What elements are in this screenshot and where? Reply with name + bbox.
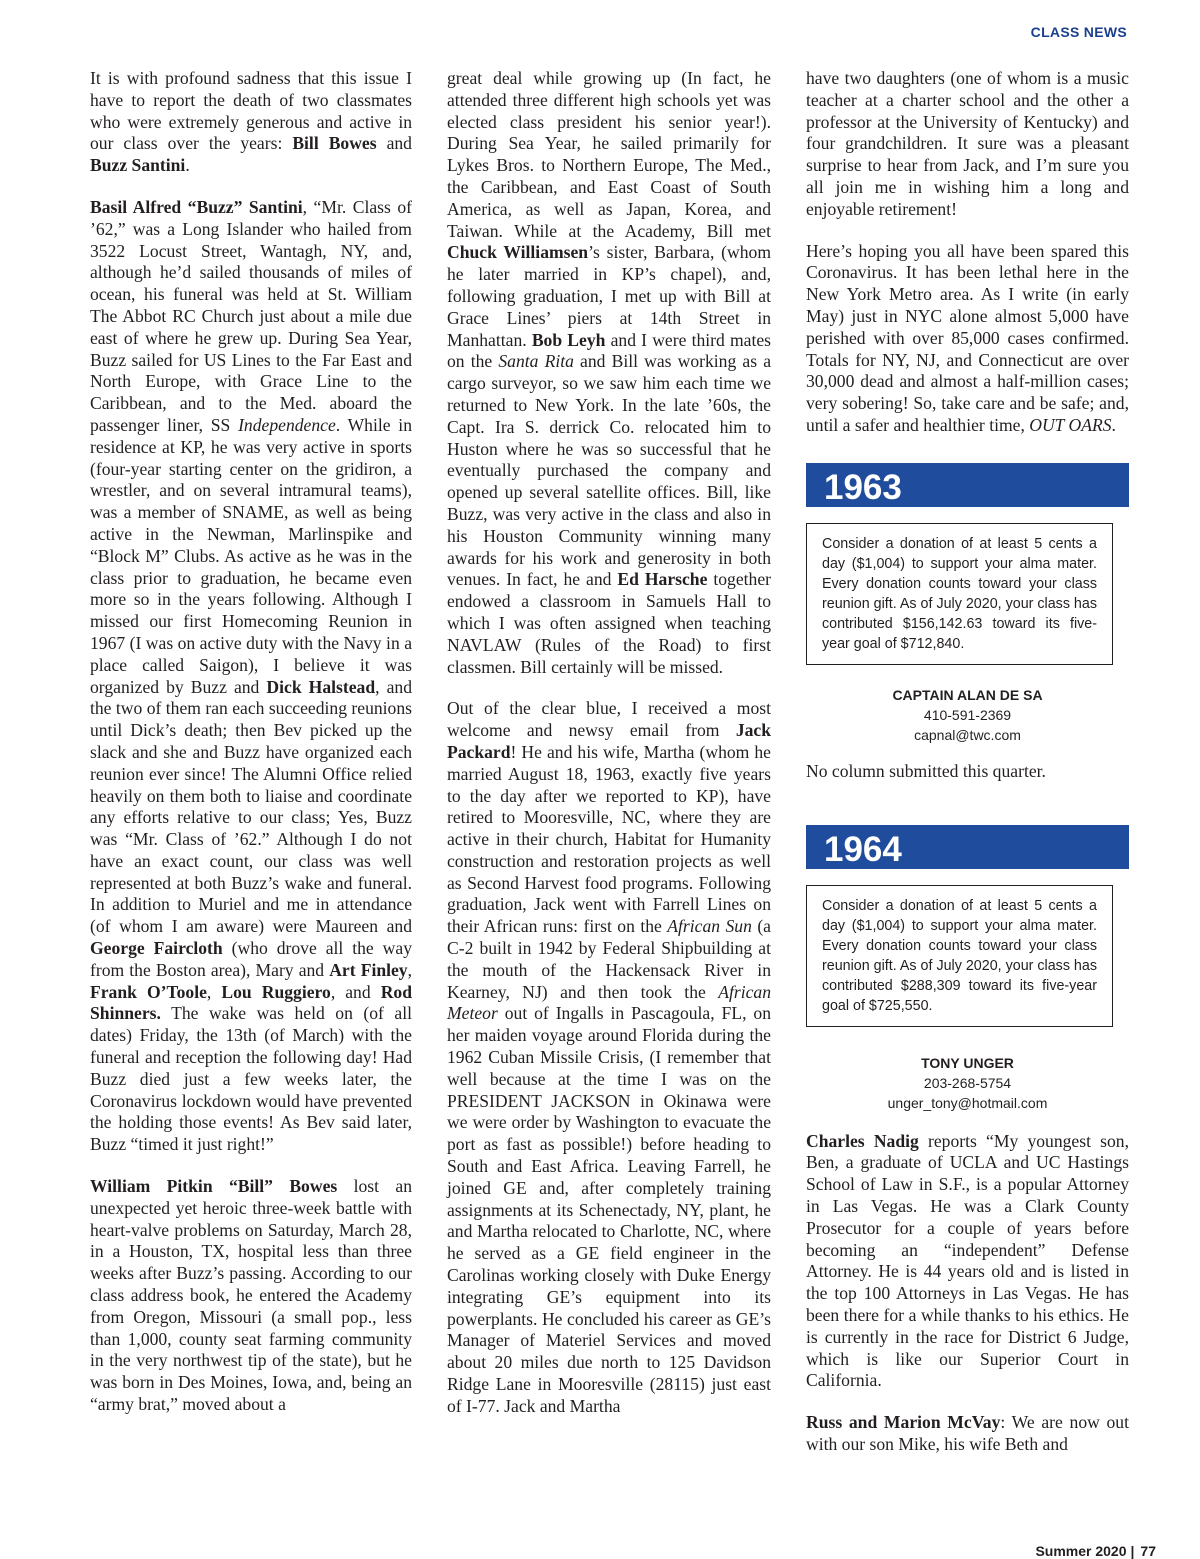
text: and [376, 133, 412, 154]
text: . [185, 155, 190, 176]
text: ! He and his wife, Martha (whom he married August 18, 1963, exactly five years to the day after we reported to KP), have retired to Mooresville, NC, where they are active in their church, Habitat for Humanity construction and restoration projects as well as Second Harvest food programs. Following graduation, Jack went with Farrell Lines on their African runs: first on the [447, 741, 771, 937]
text: ’s sister, Barbara, (whom he later married in KP’s chapel), and, following graduation, I met up with Bill at Grace Lines’ piers at 14th Street in Manhattan. [447, 242, 772, 350]
class-1963-heading: 1963 [806, 463, 1129, 507]
text: , “Mr. Class of ’62,” was a Long Islander who hailed from 3522 Locust Street, Wantagh, NY, and, although he’d sailed thousands of miles of ocean, his funeral was held at St. William The Abbot RC Church just about a mile due east of where he grew up. During Sea Year, Buzz sailed for US Lines to the Far East and North Europe, with Grace Line to the Caribbean, and to the Med. aboard the passenger liner, SS [90, 196, 412, 435]
contact-name: CAPTAIN ALAN DE SA [892, 686, 1043, 703]
text: : We are now out with our son Mike, his wife Beth and [806, 1412, 1129, 1454]
coronavirus-paragraph [806, 241, 1129, 437]
name-art-finley: Art Finley [329, 959, 408, 980]
column-1 [90, 68, 412, 1436]
name-jack-packard: Jack Packard [447, 720, 771, 762]
name-buzz-santini: Buzz Santini [90, 155, 186, 176]
contact-name: TONY UNGER [921, 1054, 1014, 1071]
text: great deal while growing up (In fact, he attended three different high schools yet was elected class president his senior year!). During Sea Year, he sailed primarily for Lykes Bros. to Northern Europe, The Med., the Caribbean, and East Coast of South America, as well as Japan, Korea, and Taiwan. While at the Academy, Bill met [447, 68, 771, 241]
text: Out of the clear blue, I received a most welcome and newsy email from [447, 698, 771, 741]
column-2 [447, 68, 771, 1438]
name-william-bowes: William Pitkin “Bill” Bowes [90, 1176, 338, 1197]
issue-label: Summer 2020 [1035, 1543, 1127, 1559]
donation-box-1964: Consider a donation of at least 5 cents a day ($1,004) to support your alma mater. Every donation counts toward your class reunion gift. As of July 2020, your class has contributed $288,309 toward its five-year goal of $725,550. [806, 885, 1113, 1027]
ship-name: African Meteor [447, 981, 771, 1024]
class-secretary-1963 [806, 685, 1129, 745]
mcvay-paragraph [806, 1412, 1129, 1456]
text: (who drove all the way from the Boston area), Mary and [90, 938, 412, 980]
donation-box-1963: Consider a donation of at least 5 cents a day ($1,004) to support your alma mater. Every donation counts toward your class reunion gift. As of July 2020, your class has contributed $156,142.63 toward its five-year goal of $712,840. [806, 523, 1113, 665]
name-chuck-williamsen: Chuck Williamsen [447, 242, 589, 263]
packard-continued-paragraph [806, 68, 1129, 221]
text: , [407, 959, 413, 980]
text: have two daughters (one of whom is a music teacher at a charter school and the other a professor at the University of Kentucky) and four grandchildren. It sure was a pleasant surprise to hear from Jack, and I’m sure you all join me in wishing him a long and enjoyable retirement! [806, 68, 1129, 219]
text: , and the two of them ran each succeeding reunions until Dick’s death; then Bev picked up the slack and she and Buzz have organized each reunion ever since! The Alumni Office relied heavily on them both to liaise and coordinate any efforts relative to our class; Yes, Buzz was “Mr. Class of ’62.” Although I do not have an exact count, our class was well represented at both Buzz’s wake and funeral. In addition to Muriel and me in attendance (of whom I am aware) were Maureen and [90, 676, 412, 937]
page-footer [1035, 1543, 1156, 1559]
text: out of Ingalls in Pascagoula, FL, on her maiden voyage around Florida during the 1962 Cuban Missile Crisis, (I remember that well because at the time I was on the PRESIDENT JACKSON in Okinawa were we were order by Washington to evacuate the port as fast as possible!) before heading to South and East Africa. Leaving Farrell, he joined GE and, after completely training assignments at its Schenectady, NY, plant, he and Martha relocated to Charlotte, NC, where he served as a GE field engineer in the Carolinas working closely with Duke Energy integrating GE’s equipment into its powerplants. He concluded his career as GE’s Manager of Materiel Services and moved about 20 miles due north to 125 Davidson Ridge Lane in Mooresville (28115) just east of I-77. Jack and Martha [447, 1003, 771, 1416]
text: together endowed a classroom in Samuels Hall to which I was often assigned when teaching NAVLAW (Rules of the Road) to first classmen. Bill certainly will be missed. [447, 569, 771, 677]
text: Here’s hoping you all have been spared this Coronavirus. It has been lethal here in the New York Metro area. As I write (in early May) just in NYC alone almost 5,000 have perished with over 85,000 cases confirmed. Totals for NY, NJ, and Connecticut are over 30,000 dead and almost a half-million cases; very sobering! So, take care and be safe; and, until a safer and healthier time, [806, 240, 1129, 435]
text: It is with profound sadness that this issue I have to report the death of two classmates who were extremely generous and active in our class over the years: [90, 68, 412, 154]
ship-name: Santa Rita [498, 351, 574, 372]
page-number: 77 [1140, 1543, 1156, 1559]
text: . [1111, 414, 1116, 435]
contact-phone: 203-268-5754 [923, 1074, 1012, 1091]
name-dick-halstead: Dick Halstead [266, 676, 376, 697]
footer-divider: | [1130, 1543, 1135, 1559]
text: The wake was held on (of all dates) Friday, the 13th (of March) with the funeral and reception the following day! Had Buzz died just a few weeks later, the Coronavirus lockdown would have prevented the holding those events! As Bev said later, Buzz “timed it just right!” [90, 1003, 412, 1155]
class-1964-heading: 1964 [806, 825, 1129, 869]
santini-paragraph [90, 197, 412, 1156]
no-column-note: No column submitted this quarter. [806, 760, 1046, 781]
name-bill-bowes: Bill Bowes [292, 133, 377, 154]
contact-email: unger_tony@hotmail.com [887, 1094, 1048, 1111]
name-russ-marion-mcvay: Russ and Marion McVay [806, 1412, 1001, 1433]
text: and Bill was working as a cargo surveyor, so we saw him each time we returned to New York. In the late ’60s, the Capt. Ira S. derrick Co. relocated him to Huston where he was so successful that he eventually purchased the company and opened up several satellite offices. Bill, like Buzz, was very active in the class and also in his Houston Community winning many awards for his work and generosity in both venues. In fact, he and [447, 351, 772, 590]
ship-name: Independence [238, 414, 336, 435]
name-lou-ruggiero: Lou Ruggiero [221, 981, 331, 1002]
bowes-continued-paragraph [447, 68, 771, 678]
ship-name: African Sun [667, 916, 752, 937]
bowes-paragraph [90, 1176, 412, 1416]
text: , [206, 981, 222, 1002]
text: (a C-2 built in 1942 by Federal Shipbuilding at the mouth of the Hackensack River in Kearney, NJ) and then took the [447, 916, 771, 1002]
name-ed-harsche: Ed Harsche [617, 569, 708, 590]
name-rod-shinners: Rod Shinners. [90, 981, 412, 1024]
contact-email: capnal@twc.com [914, 726, 1021, 743]
class-secretary-1964 [806, 1053, 1129, 1113]
name-basil-santini: Basil Alfred “Buzz” Santini [90, 196, 303, 217]
text: lost an unexpected yet heroic three-week battle with heart-valve problems on Saturday, March 28, in a Houston, TX, hospital less than three weeks after Buzz’s passing. According to our class address book, he entered the Academy from Oregon, Missouri (a small pop., less than 1,000, county seat farming community in the very northwest tip of the state), but he was born in Des Moines, Iowa, and, being an “army brat,” moved about a [90, 1176, 412, 1415]
name-bob-leyh: Bob Leyh [531, 329, 606, 350]
name-frank-otoole: Frank O’Toole [90, 981, 207, 1002]
text: reports “My youngest son, Ben, a graduate of UCLA and UC Hastings School of Law in S.F., is a popular Attorney in Las Vegas. He was a Clark County Prosecutor for a couple of years before becoming an “independent” Defense Attorney. He is 44 years old and is listed in the top 100 Attorneys in Las Vegas. He has been there for a while thanks to his ethics. He is currently in the race for District 6 Judge, which is like our Superior Court in California. [806, 1130, 1129, 1391]
name-george-faircloth: George Faircloth [90, 938, 223, 959]
nadig-paragraph [806, 1131, 1129, 1393]
section-header: CLASS NEWS [1030, 24, 1127, 40]
packard-paragraph [447, 698, 771, 1417]
text: , and [330, 981, 381, 1002]
column-3 [806, 68, 1129, 1476]
name-charles-nadig: Charles Nadig [806, 1130, 919, 1151]
contact-phone: 410-591-2369 [923, 706, 1012, 723]
intro-paragraph [90, 68, 412, 177]
sign-off: OUT OARS [1029, 414, 1112, 435]
text: and I were third mates on the [447, 329, 772, 372]
text: . While in residence at KP, he was very active in sports (four-year starting center on the gridiron, a wrestler, and on several intramural teams), was a member of SNAME, as well as being active in the Newman, Marlinspike and “Block M” Clubs. As active as he was in the class prior to graduation, he became even more so in the years following. Although I missed our first Homecoming Reunion in 1967 (I was on active duty with the Navy in a place called Saigon), I believe it was organized by Buzz and [90, 414, 412, 697]
